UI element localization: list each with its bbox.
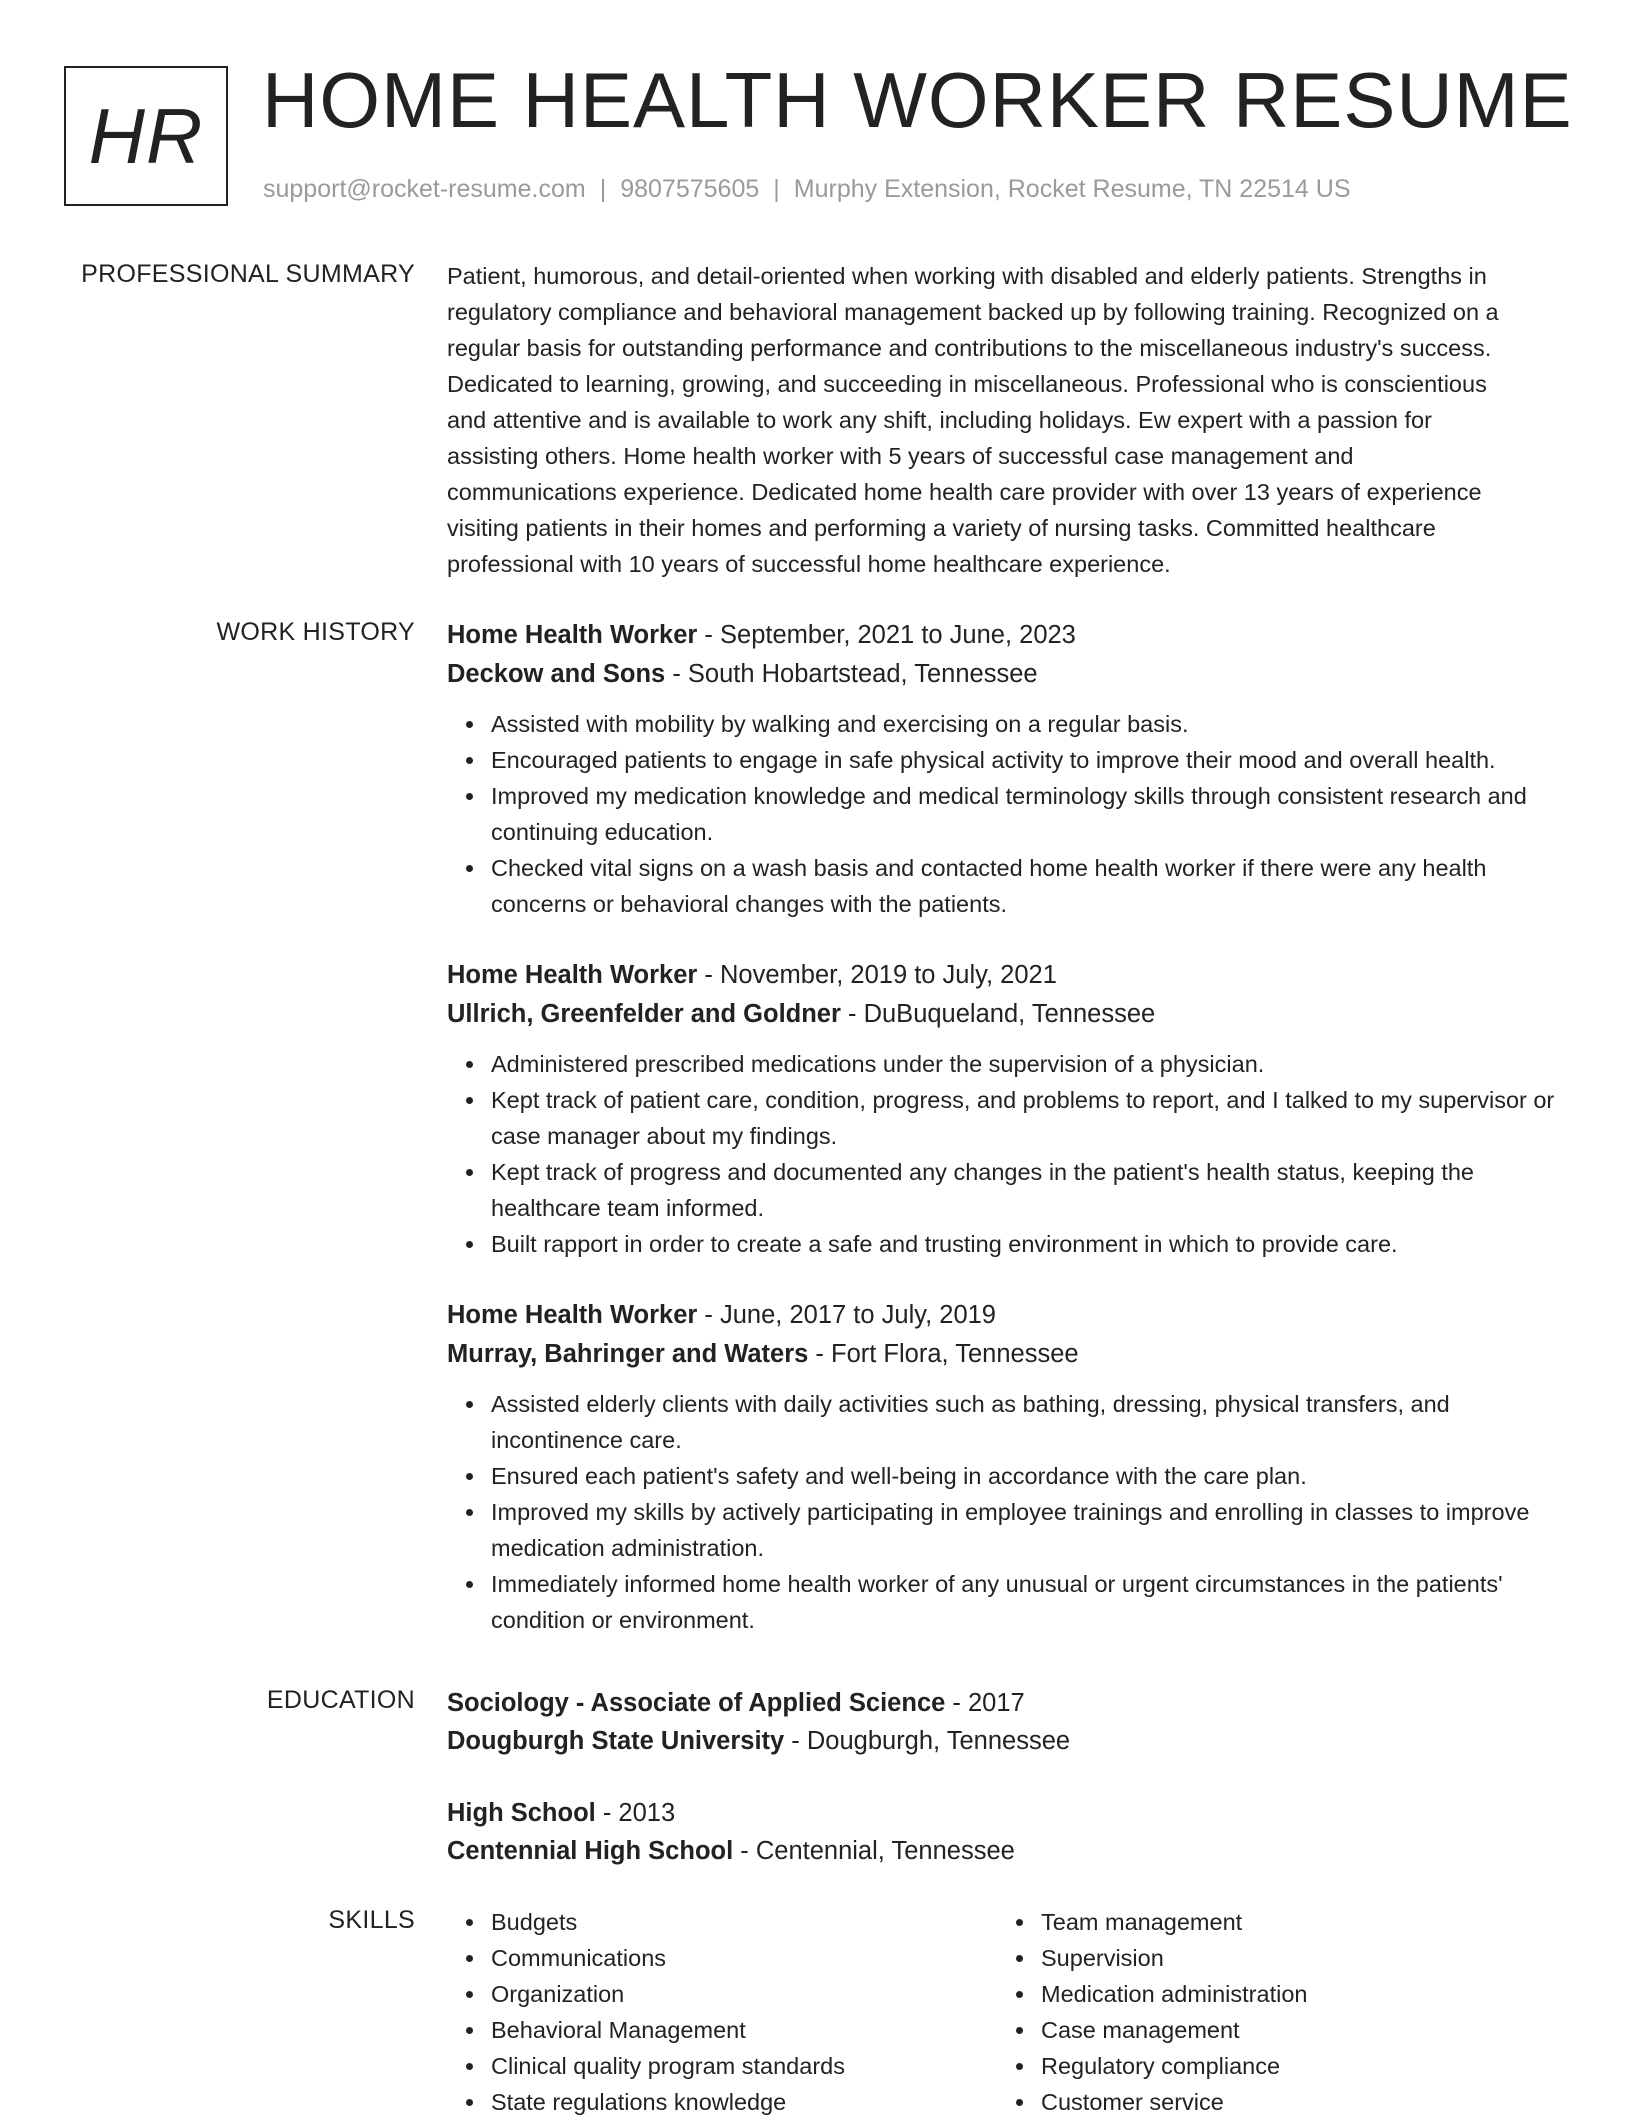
education-location: - Centennial, Tennessee xyxy=(733,1837,1015,1865)
skill-item: Supervision xyxy=(1041,1940,1547,1976)
skill-item: Team management xyxy=(1041,1904,1547,1940)
summary-line: regulatory compliance and behavioral management backed up by following training. Recognized on a xyxy=(447,299,1499,325)
summary-line: Dedicated to learning, growing, and succeeding in miscellaneous. Professional who is conscientious xyxy=(447,371,1487,397)
education-degree: Sociology - Associate of Applied Science xyxy=(447,1689,946,1717)
summary-line: assisting others. Home health worker with 5 years of successful case management and xyxy=(447,443,1354,469)
monogram-box xyxy=(64,66,228,206)
job-location: - Fort Flora, Tennessee xyxy=(808,1340,1079,1368)
education-year: - 2017 xyxy=(945,1689,1025,1717)
job-bullet: Improved my skills by actively participating in employee trainings and enrolling in classes to improve medication administration. xyxy=(491,1494,1572,1566)
job-company: Ullrich, Greenfelder and Goldner xyxy=(447,1000,841,1028)
education-body xyxy=(447,1684,1572,1870)
job-location: - DuBuqueland, Tennessee xyxy=(840,1000,1156,1028)
contact-address: Murphy Extension, Rocket Resume, TN 22514 US xyxy=(793,175,1351,203)
section-heading-work-history: WORK HISTORY xyxy=(216,618,415,646)
skills-list xyxy=(997,1904,1547,2120)
contact-email[interactable]: support@rocket-resume.com xyxy=(263,175,586,203)
job-title: Home Health Worker xyxy=(447,961,698,989)
education-degree-line xyxy=(447,1684,1572,1722)
summary-line: and attentive and is available to work any shift, including holidays. Ew expert with a passion for xyxy=(447,407,1432,433)
skills-column-left xyxy=(447,1904,997,2120)
skill-item: Medication administration xyxy=(1041,1976,1547,2012)
skill-item: Organization xyxy=(491,1976,997,2012)
education-school: Dougburgh State University xyxy=(447,1727,785,1755)
job-bullet: Ensured each patient's safety and well-being in accordance with the care plan. xyxy=(491,1458,1572,1494)
job-title-line xyxy=(447,1296,1572,1335)
job-bullets xyxy=(447,706,1572,922)
skill-item: Budgets xyxy=(491,1904,997,1940)
education-year: - 2013 xyxy=(595,1799,676,1827)
job-title-line xyxy=(447,956,1572,995)
job-location: - South Hobartstead, Tennessee xyxy=(665,660,1038,688)
education-degree-line xyxy=(447,1794,1572,1832)
contact-line xyxy=(263,173,1351,205)
section-heading-skills: SKILLS xyxy=(328,1906,415,1934)
education-degree: High School xyxy=(447,1799,596,1827)
job-bullet: Built rapport in order to create a safe and trusting environment in which to provide care. xyxy=(491,1226,1572,1262)
job-entry xyxy=(447,1296,1572,1638)
job-bullet: Improved my medication knowledge and medical terminology skills through consistent research and continuing education. xyxy=(491,778,1572,850)
job-bullet: Kept track of progress and documented any changes in the patient's health status, keeping the healthcare team informed. xyxy=(491,1154,1572,1226)
education-spacer xyxy=(447,1760,1572,1794)
job-title: Home Health Worker xyxy=(447,1301,698,1329)
job-bullet: Immediately informed home health worker of any unusual or urgent circumstances in the patients' condition or environment. xyxy=(491,1566,1572,1638)
contact-phone[interactable]: 9807575605 xyxy=(620,175,760,203)
summary-line: visiting patients in their homes and performing a variety of nursing tasks. Committed healthcare xyxy=(447,515,1436,541)
summary-line: Patient, humorous, and detail-oriented when working with disabled and elderly patients. Strengths in xyxy=(447,263,1487,289)
job-company-line xyxy=(447,1335,1572,1374)
skill-item: Regulatory compliance xyxy=(1041,2048,1547,2084)
contact-separator: | xyxy=(599,175,607,203)
skill-item: Case management xyxy=(1041,2012,1547,2048)
job-company: Deckow and Sons xyxy=(447,660,666,688)
summary-line: communications experience. Dedicated home health care provider with over 13 years of experience xyxy=(447,479,1482,505)
job-title-line xyxy=(447,616,1572,655)
work-history-body xyxy=(447,616,1572,1672)
job-entry xyxy=(447,956,1572,1262)
skill-item: Clinical quality program standards xyxy=(491,2048,997,2084)
job-dates: - November, 2019 to July, 2021 xyxy=(697,961,1057,989)
job-bullets xyxy=(447,1386,1572,1638)
summary-text xyxy=(447,258,1572,582)
summary-line: regular basis for outstanding performance and contributions to the miscellaneous industry's success. xyxy=(447,335,1492,361)
skills-column-right xyxy=(997,1904,1547,2120)
job-bullet: Encouraged patients to engage in safe physical activity to improve their mood and overall health. xyxy=(491,742,1572,778)
skill-item: State regulations knowledge xyxy=(491,2084,997,2120)
skill-item: Communications xyxy=(491,1940,997,1976)
job-bullet: Kept track of patient care, condition, progress, and problems to report, and I talked to my supervisor or case manager about my findings. xyxy=(491,1082,1572,1154)
monogram-initials: HR xyxy=(88,91,204,180)
skill-item: Customer service xyxy=(1041,2084,1547,2120)
job-dates: - June, 2017 to July, 2019 xyxy=(697,1301,996,1329)
job-bullets xyxy=(447,1046,1572,1262)
skills-grid xyxy=(447,1904,1572,2120)
skill-item: Behavioral Management xyxy=(491,2012,997,2048)
job-entry xyxy=(447,616,1572,922)
job-title: Home Health Worker xyxy=(447,621,698,649)
job-dates: - September, 2021 to June, 2023 xyxy=(697,621,1076,649)
education-school: Centennial High School xyxy=(447,1837,734,1865)
summary-line: professional with 10 years of successful home healthcare experience. xyxy=(447,551,1171,577)
job-bullet: Assisted elderly clients with daily activities such as bathing, dressing, physical transfers, and incontinence care. xyxy=(491,1386,1572,1458)
job-bullet: Administered prescribed medications under the supervision of a physician. xyxy=(491,1046,1572,1082)
education-school-line xyxy=(447,1832,1572,1870)
job-bullet: Assisted with mobility by walking and exercising on a regular basis. xyxy=(491,706,1572,742)
job-company: Murray, Bahringer and Waters xyxy=(447,1340,809,1368)
section-heading-education: EDUCATION xyxy=(266,1686,415,1714)
job-bullet: Checked vital signs on a wash basis and contacted home health worker if there were any health concerns or behavioral changes with the patients. xyxy=(491,850,1572,922)
skills-list xyxy=(447,1904,997,2120)
education-school-line xyxy=(447,1722,1572,1760)
section-heading-summary: PROFESSIONAL SUMMARY xyxy=(81,260,415,288)
job-company-line xyxy=(447,655,1572,694)
job-company-line xyxy=(447,995,1572,1034)
resume-title: HOME HEALTH WORKER RESUME xyxy=(262,56,1573,144)
contact-separator: | xyxy=(773,175,780,203)
education-location: - Dougburgh, Tennessee xyxy=(784,1727,1071,1755)
